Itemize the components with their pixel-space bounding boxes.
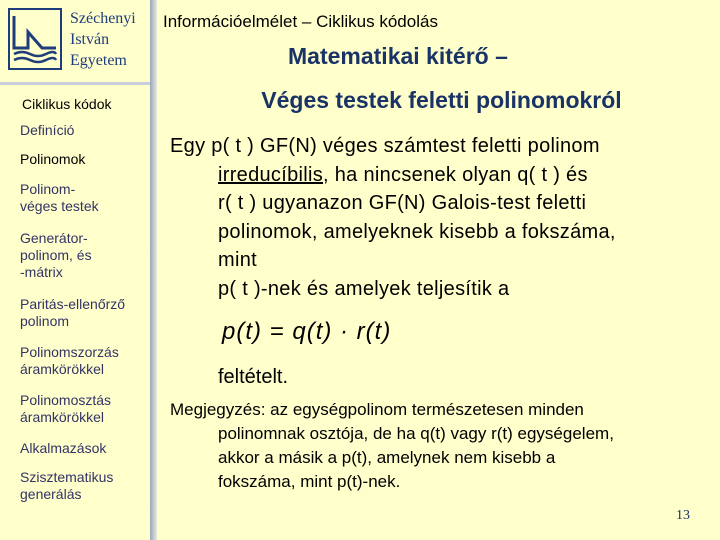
university-name — [70, 8, 136, 71]
sidebar-title: Ciklikus kódok — [22, 96, 112, 112]
sidebar-item-paritas-ellenorzo[interactable] — [20, 296, 148, 330]
note-line: fokszáma, mint p(t)-nek. — [218, 472, 401, 491]
university-name-line: Széchenyi — [70, 10, 136, 27]
sidebar-item-label: -mátrix — [20, 264, 63, 280]
irreducibilis-term: irreducíbilis — [218, 163, 324, 186]
sidebar-item-polinomok[interactable] — [20, 151, 148, 168]
sidebar-item-label: áramkörökkel — [20, 409, 105, 425]
sidebar-item-generatorpolinom[interactable] — [20, 230, 148, 281]
paragraph-line: Egy p( t ) GF(N) véges számtest feletti polinom — [170, 135, 600, 157]
sidebar-item-label: polinom, és — [20, 247, 92, 263]
sidebar-item-szisztematikus[interactable] — [20, 469, 148, 503]
sidebar-item-definicio[interactable] — [20, 122, 148, 139]
definition-paragraph — [170, 132, 710, 303]
university-logo-icon — [8, 8, 62, 70]
sidebar-divider — [150, 0, 157, 540]
course-title: Információelmélet – Ciklikus kódolás — [163, 12, 438, 31]
sidebar-item-label: véges testek — [20, 198, 99, 214]
sidebar-item-label: generálás — [20, 486, 82, 502]
paragraph-line: r( t ) ugyanazon GF(N) Galois-test feletti — [218, 192, 587, 214]
sidebar-item-label: Szisztematikus — [20, 469, 114, 485]
sidebar-item-label: Paritás-ellenőrző — [20, 296, 126, 312]
paragraph-line — [170, 161, 710, 190]
paragraph-line: polinomok, amelyeknek kisebb a fokszáma, — [218, 220, 616, 243]
sidebar-item-label: Alkalmazások — [20, 440, 107, 456]
sidebar-item-label: polinom — [20, 313, 70, 329]
sidebar-item-label: áramkörökkel — [20, 361, 105, 377]
paragraph-line: p( t )-nek és amelyek teljesítik a — [218, 277, 510, 300]
note-line: polinomnak osztója, de ha q(t) vagy r(t) egységelem, — [218, 424, 614, 443]
sidebar-item-label: Generátor- — [20, 230, 88, 246]
slide-title-line1: Matematikai kitérő – — [288, 43, 508, 69]
sidebar-item-label: Polinomszorzás — [20, 344, 119, 360]
paragraph-line: mint — [218, 249, 257, 271]
sidebar-item-polinomszorzas[interactable] — [20, 344, 148, 378]
sidebar-item-alkalmazasok[interactable] — [20, 440, 148, 457]
sidebar-item-label: Polinomosztás — [20, 392, 112, 408]
sidebar-item-polinomosztas[interactable] — [20, 392, 148, 426]
condition-text: feltételt. — [218, 366, 289, 388]
header-divider — [0, 82, 150, 85]
paragraph-line-rest: , ha nincsenek olyan q( t ) és — [323, 163, 588, 186]
note-paragraph — [170, 398, 710, 494]
slide-title-line2: Véges testek feletti polinomokról — [261, 87, 622, 113]
note-line: akkor a másik a p(t), amelynek nem kisebb a — [218, 448, 556, 467]
sidebar-item-polinom-veges-testek[interactable] — [20, 181, 148, 215]
sidebar-item-label: Definíció — [20, 122, 75, 138]
university-name-line: Egyetem — [70, 52, 127, 69]
sidebar-item-label: Polinom- — [20, 181, 76, 197]
sidebar-item-label: Polinomok — [20, 151, 86, 167]
note-line: Megjegyzés: az egységpolinom természetesen minden — [170, 400, 584, 419]
university-name-line: István — [70, 31, 110, 48]
page-number: 13 — [676, 508, 690, 523]
formula: p(t) = q(t) · r(t) — [222, 318, 392, 345]
